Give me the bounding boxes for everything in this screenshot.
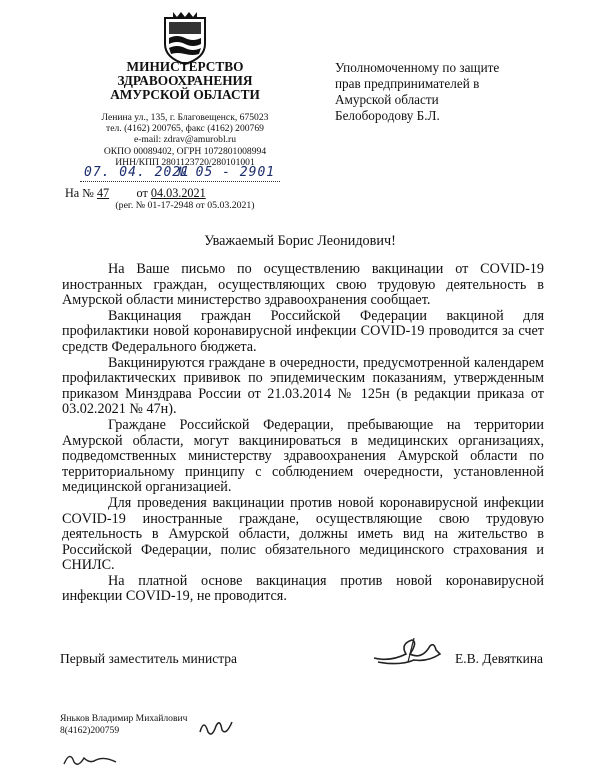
coat-of-arms-icon <box>159 10 211 66</box>
paragraph: На платной основе вакцинация против новой коронавирусной инфекции COVID-19, не проводится. <box>62 572 544 605</box>
executor-signature-icon <box>196 714 236 740</box>
outgoing-underline <box>80 181 280 182</box>
addressee-block <box>335 60 585 124</box>
sender-phone: тел. (4162) 200765, факс (4162) 200769 <box>106 123 264 135</box>
executor-phone: 8(4162)200759 <box>60 724 120 736</box>
reference-registration: (рег. № 01-17-2948 от 05.03.2021) <box>115 200 255 211</box>
reference-date: 04.03.2021 <box>150 186 206 200</box>
reference-from: от <box>136 186 148 200</box>
addressee-line-1: Уполномоченному по защите <box>335 60 500 75</box>
reference-prefix: На № <box>65 186 94 200</box>
paragraph: Вакцинируются граждане в очередности, предусмотренной календарем профилактических прививок по эпидемическим показаниям, утвержденным приказом Минздрава России от 21.03.2014 № 125н (в редакции приказа от 03.02.2021 № 47н). <box>62 354 544 418</box>
paragraph: На Ваше письмо по осуществлению вакцинации от COVID-19 иностранных граждан, осуществляющих свою трудовую деятельность в Амурской области министерство здравоохранения сообщает. <box>62 261 544 309</box>
sender-email: e-mail: zdrav@amurobl.ru <box>133 134 237 146</box>
sender-codes-2: ИНН/КПП 2801123720/280101001 <box>115 156 255 168</box>
paragraph: Граждане Российской Федерации, пребывающие на территории Амурской области, могут вакцинироваться в медицинских организациях, подведомственных министерству здравоохранения Амурской области по территориальному принципу с соблюдением очередности, установленной медицинской организацией. <box>62 416 544 496</box>
executor-block <box>60 713 187 736</box>
signer-name: Е.В. Девяткина <box>455 651 544 666</box>
addressee-line-2: прав предпринимателей в <box>335 76 480 91</box>
paragraph: Для проведения вакцинации против новой коронавирусной инфекции COVID-19 иностранные граждане, осуществляющие свою трудовую деятельность в Амурской области, должны иметь вид на жительство в Российской Федерации, полис обязательного медицинского страхования и СНИЛС. <box>62 494 544 574</box>
addressee-line-4: Белобородову Б.Л. <box>335 108 440 123</box>
reference-number: 47 <box>96 186 110 200</box>
salutation: Уважаемый Борис Леонидович! <box>204 233 396 249</box>
org-line-1: МИНИСТЕРСТВО <box>126 59 244 74</box>
outgoing-number: № 05 - 2901 <box>178 165 276 180</box>
org-line-3: АМУРСКОЙ ОБЛАСТИ <box>110 87 260 102</box>
addressee-line-3: Амурской области <box>335 92 439 107</box>
sender-codes-1: ОКПО 00089402, ОГРН 1072801008994 <box>103 145 267 157</box>
signer-title: Первый заместитель министра <box>60 651 238 666</box>
sender-contacts <box>60 112 310 168</box>
executor-name: Яньков Владимир Михайлович <box>60 713 188 724</box>
initials-signature-icon <box>60 748 120 770</box>
sender-organization <box>60 60 310 102</box>
sender-address: Ленина ул., 135, г. Благовещенск, 675023 <box>101 112 269 123</box>
letter-body <box>62 262 544 605</box>
org-line-2: ЗДРАВООХРАНЕНИЯ <box>117 73 253 88</box>
reference-line <box>65 186 206 201</box>
paragraph: Вакцинация граждан Российской Федерации вакциной для профилактики новой коронавирусной инфекции COVID-19 проводится за счет средств Федерального бюджета. <box>62 307 544 355</box>
outgoing-date: 07. 04. 2021 <box>84 165 190 180</box>
signature-icon <box>370 632 450 672</box>
